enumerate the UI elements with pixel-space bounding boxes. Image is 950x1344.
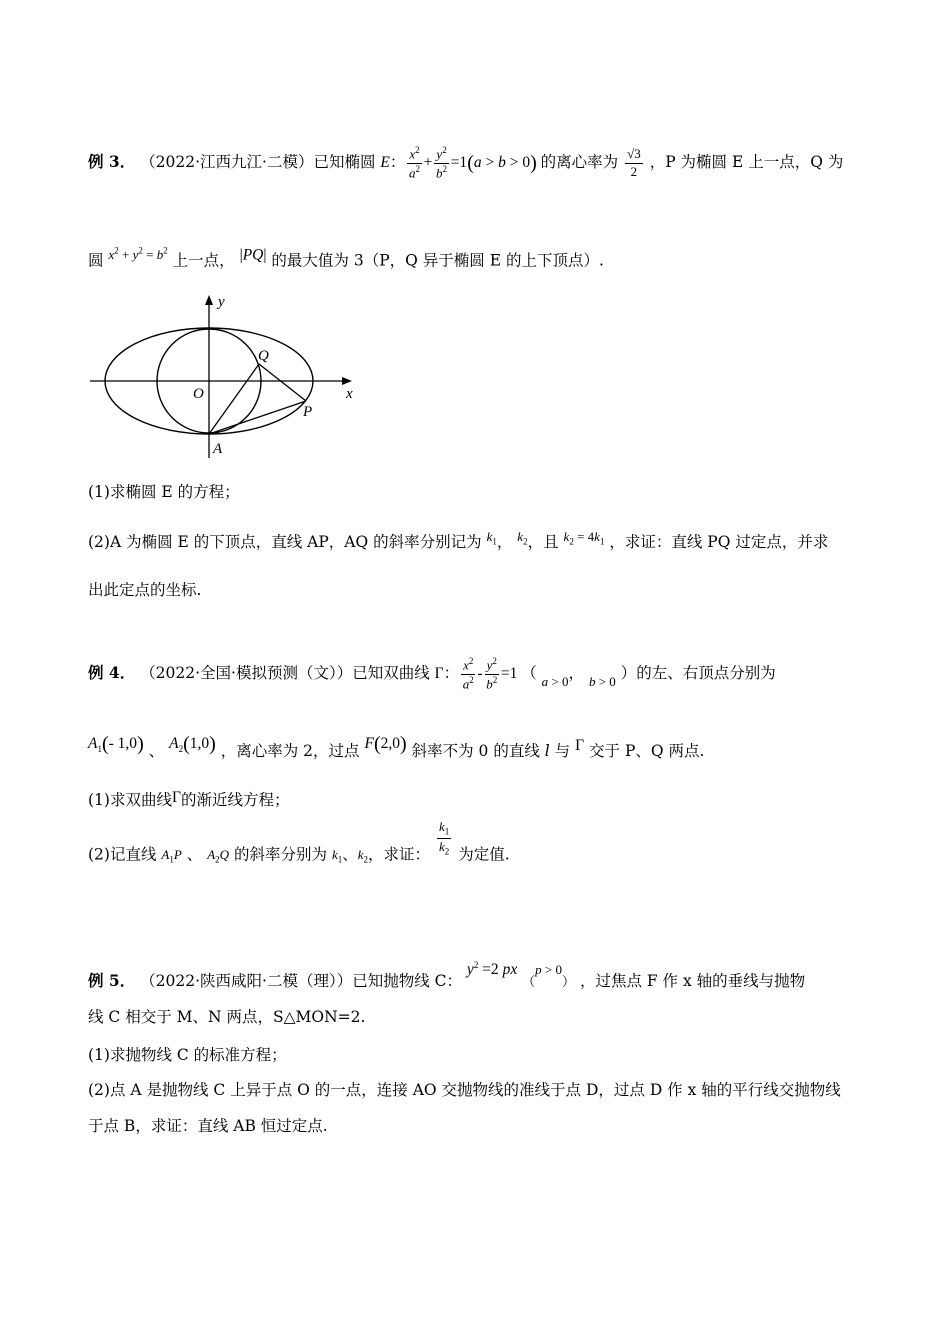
- ex5-source: （2022·陕西咸阳·二模（理））已知抛物线 C：: [140, 972, 462, 991]
- label-y: y: [218, 294, 225, 310]
- ex5-line2-text: 线 C 相交于 M、N 两点，S△MON=2.: [88, 1008, 366, 1026]
- ex4-line2-mid: ，离心率为 2，过点: [220, 742, 360, 760]
- label-q: Q: [258, 348, 269, 364]
- ex3-ecc-value: $\frac{√3}{2}$: [627, 146, 641, 179]
- ex3-source: （2022·江西九江·二模）已知椭圆: [140, 153, 376, 171]
- ex3-k2-eq-4k1: k2 = 4k1: [563, 529, 605, 547]
- ex4-a2: $A_2(1,0)$: [169, 733, 216, 755]
- ex3-line2-start: 圆: [88, 251, 104, 270]
- ex4-q1: [88, 786, 289, 810]
- label-o: O: [193, 386, 204, 402]
- ex4-q1-gamma: Γ: [171, 789, 181, 806]
- ex5-parabola-eq: $y^2 =2$ px: [466, 960, 518, 979]
- ex5-q1: [88, 1043, 287, 1067]
- ex4-focus-f: F(2,0): [364, 733, 407, 755]
- ex3-pq-abs: |PQ|: [239, 246, 267, 264]
- ex3-ecc-text: 的离心率为: [540, 153, 619, 171]
- ex5-q2-line2-text: 于点 B，求证：直线 AB 恒过定点.: [88, 1117, 328, 1135]
- ex3-after-ecc: ，P 为椭圆 E 上一点，Q 为: [649, 153, 844, 171]
- segment-aq: [209, 364, 259, 434]
- ex3-circle-eq: x2 + y2 = b2: [108, 246, 168, 263]
- ex4-line1: 例 4． （2022·全国·模拟预测（文））已知双曲线 Γ： $\frac{x^2}{a^2}$ - $\frac{y^2}{b^2}$ =1 （ $_{a > 0}$， $_{b > 0}$ ）的左、右顶点分别为: [88, 656, 776, 692]
- ex3-k1: k1: [486, 529, 497, 547]
- ex4-line2-end3: 交于 P、Q 两点.: [589, 742, 705, 760]
- ex3-q2-line2-text: 出此定点的坐标.: [88, 581, 202, 599]
- ex4-a1p: $A_1P$: [161, 847, 182, 866]
- ex3-q2-end: ，求证：直线 PQ 过定点，并求: [609, 533, 829, 551]
- ex3-q2-mid2: ，且: [527, 533, 559, 551]
- ex5-q1-text: (1)求抛物线 C 的标准方程；: [88, 1046, 287, 1064]
- ex4-q2-mid2: ，求证：: [368, 845, 431, 864]
- ex3-figure: [88, 290, 368, 460]
- ex3-line2-mid: 上一点，: [172, 251, 235, 270]
- ex3-line2-end: 的最大值为 3（P，Q 异于椭圆 E 的上下顶点）.: [271, 251, 604, 270]
- ex4-line2: [88, 724, 704, 764]
- x-axis-arrow-icon: [342, 377, 352, 385]
- ex3-q2-sep: ，: [496, 533, 513, 551]
- ex3-q2: [88, 522, 828, 552]
- ex3-k2: k2: [517, 529, 528, 547]
- ex4-q1-end: 的渐近线方程；: [180, 791, 290, 809]
- ex5-cond-p: p > 0: [535, 962, 562, 978]
- ex4-cond-b: b > 0: [588, 674, 616, 689]
- ex4-k2: $k_2$: [357, 847, 369, 866]
- ex4-line2-sep: 、: [148, 742, 165, 760]
- ex4-line2-end1: 斜率不为 0 的直线: [411, 742, 540, 760]
- ex4-cond-open: （: [521, 664, 537, 682]
- ex5-label: 例 5: [88, 971, 120, 991]
- y-axis-arrow-icon: [205, 295, 213, 305]
- label-a: A: [213, 441, 223, 457]
- ex3-line2: [88, 236, 604, 270]
- ex4-q2: [88, 820, 510, 876]
- ex3-q1: [88, 480, 240, 504]
- ex4-q2-mid: 的斜率分别为: [233, 845, 327, 864]
- ex4-source: （2022·全国·模拟预测（文））已知双曲线: [140, 664, 430, 682]
- ex3-q2-start: (2)A 为椭圆 E 的下顶点，直线 AP，AQ 的斜率分别记为: [88, 533, 482, 551]
- label-x: x: [346, 386, 353, 402]
- ex3-label: 例 3: [88, 152, 120, 171]
- segment-pq: [259, 364, 306, 401]
- ex4-after-cond: ）的左、右顶点分别为: [620, 664, 776, 682]
- ex4-cond-a: a > 0: [541, 674, 569, 689]
- ex4-k1-over-k2: $\frac{k_1}{k_2}$: [438, 819, 450, 858]
- ex3-line1: 例 3． （2022·江西九江·二模）已知椭圆 E： $\frac{x^2}{a^2}$ + $\frac{y^2}{b^2}$ =1(a > b > 0) 的离心率为 $\frac{√3}{2}$ ，P 为椭圆 E 上一点，Q 为: [88, 145, 844, 181]
- segment-ap: [209, 401, 306, 434]
- ex5-line1: 例 5． （2022·陕西咸阳·二模（理））已知抛物线 C： $y^2 =2$ px （$^{p > 0}$） ，过焦点 F 作 x 轴的垂线与抛物: [88, 960, 806, 991]
- ex5-q2-line1: (2)点 A 是抛物线 C 上异于点 O 的一点，连接 AO 交抛物线的准线于点 D，过点 D 作 x 轴的平行线交抛物线: [88, 1081, 841, 1099]
- ex4-line-l: l: [544, 742, 550, 760]
- ex4-label: 例 4: [88, 663, 120, 682]
- ex4-q2-sep2: 、: [342, 845, 358, 864]
- ex4-cond-sep: ，: [568, 664, 585, 682]
- ex4-q2-start: (2)记直线: [88, 845, 157, 864]
- ex4-gamma: Γ: [575, 737, 585, 754]
- ex3-ellipse-eq: E： $\frac{x^2}{a^2}$ + $\frac{y^2}{b^2}$ =1(a > b > 0): [380, 145, 537, 181]
- ex3-q1-text: (1)求椭圆 E 的方程；: [88, 483, 240, 501]
- ex5-q2-line2: [88, 1114, 328, 1138]
- ex4-q2-end: 为定值.: [458, 845, 510, 864]
- ex5-q2: [88, 1078, 841, 1102]
- ex4-line2-end2: 与: [554, 742, 571, 760]
- ex4-q2-sep: 、: [186, 845, 203, 864]
- label-p: P: [303, 404, 313, 420]
- ex4-k1: $k_1$: [331, 847, 343, 866]
- ex4-q1-start: (1)求双曲线: [88, 791, 172, 809]
- ex4-a2q: $A_2Q$: [207, 847, 230, 866]
- ex5-line2: [88, 1005, 365, 1029]
- ex4-a1: $A_1(-$ 1,0): [88, 733, 144, 755]
- ex5-after-cond: ，过焦点 F 作 x 轴的垂线与抛物: [579, 972, 806, 991]
- ex3-q2-line2: [88, 578, 201, 602]
- ex4-hyperbola-eq: Γ： $\frac{x^2}{a^2}$ - $\frac{y^2}{b^2}$ =1: [434, 656, 522, 692]
